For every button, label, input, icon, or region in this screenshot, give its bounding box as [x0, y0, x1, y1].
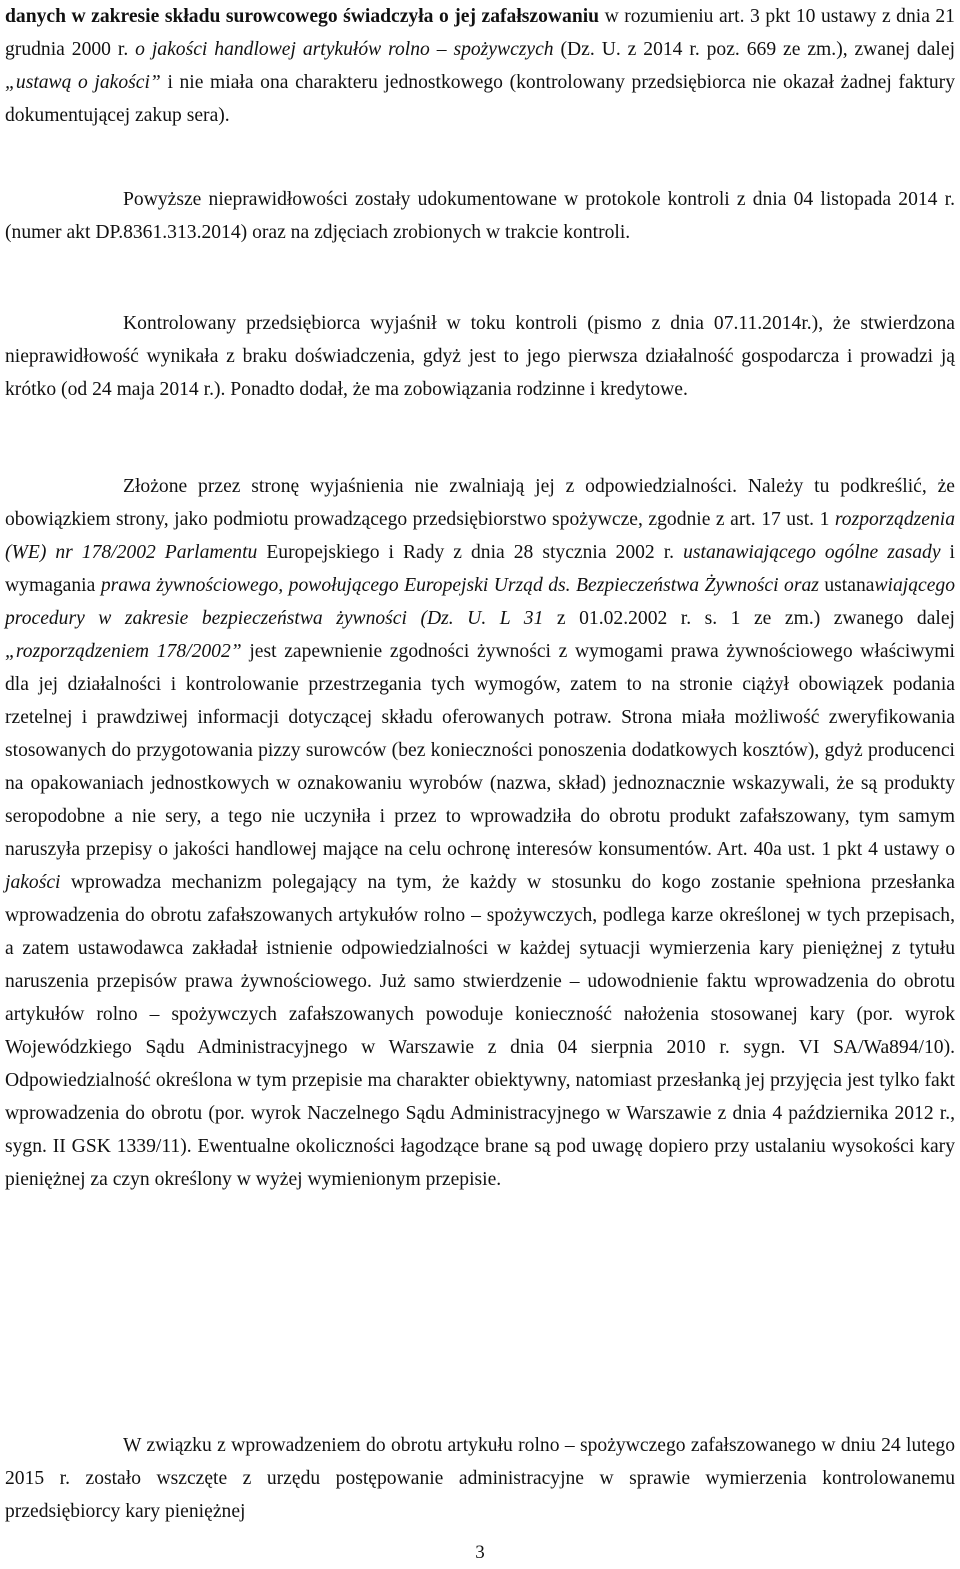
paragraph-4-text: Złożone przez stronę wyjaśnienia nie zwalniają jej z odpowiedzialności. Należy tu podkreślić, że obowiązkiem strony, jako podmiotu prowadzącego przedsiębiorstwo spożywcze, zgodnie z art. 17 ust. 1	[5, 476, 955, 530]
regulation-short-name-italic: „rozporządzeniem 178/2002”	[5, 641, 242, 662]
paragraph-3: Kontrolowany przedsiębiorca wyjaśnił w toku kontroli (pismo z dnia 07.11.2014r.), że stwierdzona nieprawidłowość wynikała z braku doświadczenia, gdyż jest to jego pierwsza działalność gospodarcza i prowadzi ją krótko (od 24 maja 2014 r.). Ponadto dodał, że ma zobowiązania rodzinne i kredytowe.	[5, 313, 955, 400]
regulation-title-italic: prawa żywnościowego, powołującego Europejski Urząd ds. Bezpieczeństwa Żywności oraz	[100, 575, 819, 596]
regulation-title-italic: wiającego procedury w zakresie bezpieczeństwa żywności (Dz. U. L 31	[5, 575, 955, 629]
act-word-italic: jakości	[5, 872, 61, 893]
paragraph-4-text: wprowadza mechanizm polegający na tym, że każdy w stosunku do kogo zostanie spełniona przesłanka wprowadzenia do obrotu zafałszowanych artykułów rolno – spożywczych, podlega karze określonej w tych przepisach, a zatem ustawodawca zakładał istnienie odpowiedzialności w każdej sytuacji wymierzenia kary pieniężnej z tytułu naruszenia przepisów prawa żywnościowego. Już samo stwierdzenie – udowodnienie faktu wprowadzenia do obrotu artykułów rolno – spożywczych zafałszowanych powoduje konieczność nałożenia stosowanej kary (por. wyrok Wojewódzkiego Sądu Administracyjnego w Warszawie z dnia 04 sierpnia 2010 r. sygn. VI SA/Wa894/10). Odpowiedzialność określona w tym przepisie ma charakter obiektywny, natomiast przesłanką jej przyjęcia jest tylko fakt wprowadzenia do obrotu (por. wyrok Naczelnego Sądu Administracyjnego w Warszawie z dnia 4 października 2012 r., sygn. II GSK 1339/11). Ewentualne okoliczności łagodzące brane są pod uwagę dopiero przy ustalaniu wysokości kary pieniężnej za czyn określony w wyżej wymienionym przepisie.	[5, 872, 955, 1190]
paragraph-1-bold-lead: danych w zakresie składu surowcowego świadczyła o jej zafałszowaniu	[5, 6, 600, 27]
act-short-name-italic: „ustawą o jakości”	[5, 72, 161, 93]
paragraph-4-text: z 01.02.2002 r. s. 1 ze zm.) zwanego dalej	[543, 608, 955, 629]
regulation-title-italic: ustanawiającego ogólne zasady	[683, 542, 941, 563]
paragraph-1-text: i nie miała ona charakteru jednostkowego (kontrolowany przedsiębiorca nie okazał żadnej faktury dokumentującej zakup sera).	[5, 72, 955, 126]
paragraph-4	[5, 470, 955, 1196]
paragraph-4-text: i wymagania	[5, 542, 955, 596]
paragraph-1-text: w rozumieniu art. 3 pkt 10 ustawy z dnia 21 grudnia 2000 r.	[5, 6, 955, 60]
paragraph-5: W związku z wprowadzeniem do obrotu artykułu rolno – spożywczego zafałszowanego w dniu 24 lutego 2015 r. zostało wszczęte z urzędu postępowanie administracyjne w sprawie wymierzenia kontrolowanemu przedsiębiorcy kary pieniężnej	[5, 1435, 955, 1522]
paragraph-4-text: ustana	[818, 575, 875, 596]
regulation-title-italic: rozporządzenia (WE) nr 178/2002 Parlamentu	[5, 509, 955, 563]
paragraph-1-text: (Dz. U. z 2014 r. poz. 669 ze zm.), zwanej dalej	[553, 39, 956, 60]
page-number: 3	[475, 1542, 485, 1563]
paragraph-1	[5, 0, 955, 132]
paragraph-2: Powyższe nieprawidłowości zostały udokumentowane w protokole kontroli z dnia 04 listopada 2014 r. (numer akt DP.8361.313.2014) oraz na zdjęciach zrobionych w trakcie kontroli.	[5, 189, 955, 243]
paragraph-4-text: Europejskiego i Rady z dnia 28 stycznia 2002 r.	[257, 542, 684, 563]
act-title-italic: o jakości handlowej artykułów rolno – spożywczych	[135, 39, 554, 60]
paragraph-4-text: jest zapewnienie zgodności żywności z wymogami prawa żywnościowego właściwymi dla jej działalności i kontrolowanie przestrzegania tych wymogów, zatem to na stronie ciążył obowiązek podania rzetelnej i prawdziwej informacji dotyczącej składu oferowanych potraw. Strona miała możliwość zweryfikowania stosowanych do przygotowania pizzy surowców (bez konieczności ponoszenia dodatkowych kosztów), gdyż producenci na opakowaniach jednostkowych w oznakowaniu wyrobów (nazwa, skład) jednoznacznie wskazywali, że są produkty seropodobne a nie sery, a tego nie uczyniła i przez to wprowadziła do obrotu produkt zafałszowany, tym samym naruszyła przepisy o jakości handlowej mające na celu ochronę interesów konsumentów. Art. 40a ust. 1 pkt 4 ustawy o	[5, 641, 955, 860]
